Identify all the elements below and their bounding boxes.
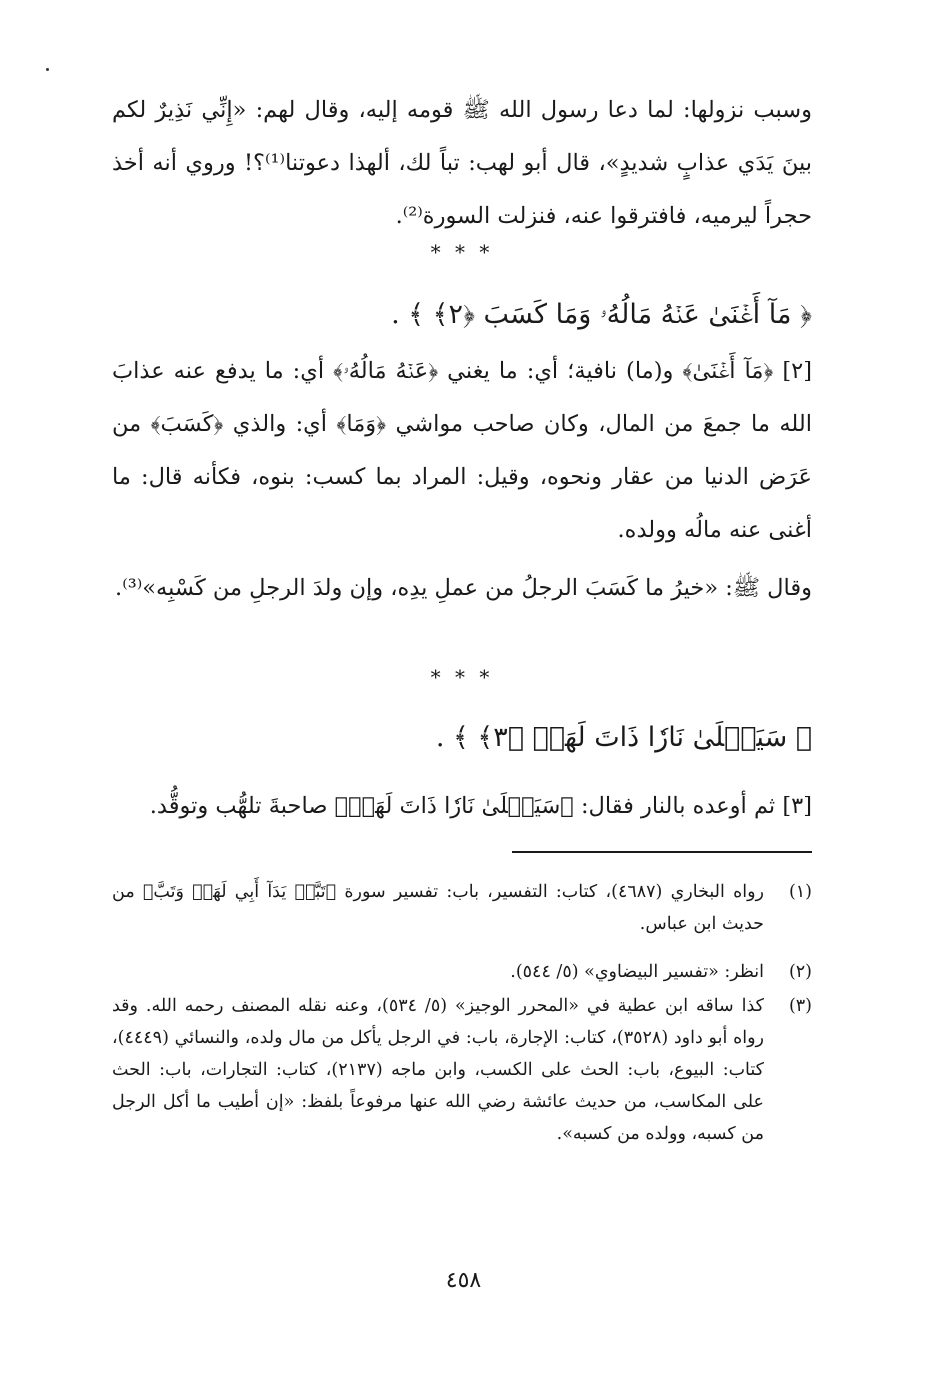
verse-2: ﴿ مَآ أَغۡنَىٰ عَنۡهُ مَالُهُۥ وَمَا كَسَبَ ﴿٢﴾ ﴾ .	[391, 299, 812, 330]
separator-stars: * * *	[430, 240, 494, 264]
hadith-text: وقال ﷺ: «خيرُ ما كَسَبَ الرجلُ من عملِ يدِه، وإن ولدَ الرجلِ من كَسْبِه»⁽³⁾.	[115, 575, 812, 601]
separator-stars: * * *	[430, 665, 494, 689]
tafsir-2-paragraph	[112, 345, 812, 557]
footnote-2	[112, 956, 812, 988]
hadith-paragraph	[112, 562, 812, 615]
tafsir-2-text: [٢] ﴿مَآ أَغۡنَىٰ﴾ و(ما) نافية؛ أي: ما يغني ﴿عَنۡهُ مَالُهُۥ﴾ أي: ما يدفع عنه عذابَ الله ما جمعَ من المال، وكان صاحب مواشي ﴿وَمَا﴾ أي: والذي ﴿كَسَبَ﴾ من عَرَض الدنيا من عقار ونحوه، وقيل: المراد بما كسب: بنوه، فكأنه قال: ما أغنى عنه مالُه وولده.	[112, 358, 812, 543]
footnote-number: (٢)	[788, 962, 812, 982]
intro-text: وسبب نزولها: لما دعا رسول الله ﷺ قومه إليه، وقال لهم: «إِنِّي نَذِيرٌ لكم بينَ يَدَي عذابٍ شديدٍ»، قال أبو لهب: تباً لك، ألهذا دعوتنا⁽¹⁾؟! وروي أنه أخذ حجراً ليرميه، فافترقوا عنه، فنزلت السورة⁽²⁾.	[112, 97, 812, 229]
footnote-rule	[512, 851, 812, 853]
footnote-1	[112, 876, 812, 940]
verse-3: ﴿ سَيَصۡلَىٰ نَارٗا ذَاتَ لَهَبٖ ﴿٣﴾ ﴾ .	[435, 722, 812, 753]
footnote-number: (٣)	[788, 996, 812, 1016]
footnote-text: انظر: «تفسير البيضاوي» (٥/ ٥٤٤).	[510, 962, 764, 982]
tafsir-3-text: [٣] ثم أوعده بالنار فقال: ﴿سَيَصۡلَىٰ نَارٗا ذَاتَ لَهَبٖ﴾ صاحبةَ تلهُّب وتوقُّد.	[149, 793, 812, 819]
footnote-text: كذا ساقه ابن عطية في «المحرر الوجيز» (٥/ ٥٣٤)، وعنه نقله المصنف رحمه الله. وقد رواه أبو داود (٣٥٢٨)، كتاب: الإجارة، باب: في الرجل يأكل من مال ولده، والنسائي (٤٤٤٩)، كتاب: البيوع، باب: الحث على الكسب، وابن ماجه (٢١٣٧)، كتاب: التجارات، باب: الحث على المكاسب، من حديث عائشة رضي الله عنها مرفوعاً بلفظ: «إن أطيب ما أكل الرجل من كسبه، وولده من كسبه».	[112, 996, 765, 1144]
stray-mark	[46, 68, 49, 71]
tafsir-3-paragraph	[112, 780, 812, 833]
footnote-3	[112, 990, 812, 1150]
page-number: ٤٥٨	[445, 1268, 482, 1293]
footnote-number: (١)	[788, 882, 812, 902]
intro-paragraph	[112, 84, 812, 243]
footnote-text: رواه البخاري (٤٦٨٧)، كتاب: التفسير، باب: تفسير سورة ﴿تَبَّتۡ يَدَآ أَبِي لَهَبٖ وَتَبَّ﴾ من حديث ابن عباس.	[112, 882, 765, 934]
